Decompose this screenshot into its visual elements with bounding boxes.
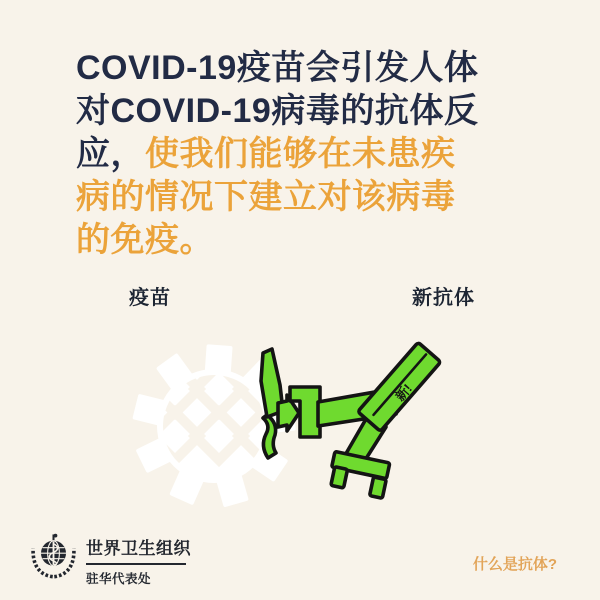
heading-line	[76, 90, 576, 133]
antibody-label: 新抗体	[412, 287, 475, 309]
heading-line	[76, 219, 576, 262]
heading-segment: COVID-19疫苗会引发人体	[76, 49, 479, 87]
heading-line	[76, 133, 576, 176]
heading	[76, 47, 576, 262]
heading-line	[76, 176, 576, 219]
what-is-antibody-link[interactable]: 什么是抗体?	[472, 556, 557, 573]
heading-segment: 应，	[76, 135, 145, 173]
antibody-icon	[261, 342, 441, 498]
who-org-name: 世界卫生组织	[86, 539, 191, 558]
heading-segment: 使我们能够在未患疾	[145, 135, 456, 173]
antibody-new-tag: 新!	[392, 380, 416, 404]
vaccine-antibody-illustration	[120, 325, 480, 515]
vaccine-label: 疫苗	[129, 287, 171, 309]
who-emblem-icon	[30, 527, 77, 581]
heading-segment: 的免疫。	[76, 221, 214, 259]
who-office-name: 驻华代表处	[86, 572, 152, 586]
heading-line	[76, 47, 576, 90]
who-logo	[30, 527, 191, 587]
who-logo-text	[86, 527, 191, 587]
heading-segment: 对COVID-19病毒的抗体反	[76, 92, 479, 130]
heading-segment: 病的情况下建立对该病毒	[76, 178, 456, 216]
who-logo-divider	[86, 563, 186, 565]
